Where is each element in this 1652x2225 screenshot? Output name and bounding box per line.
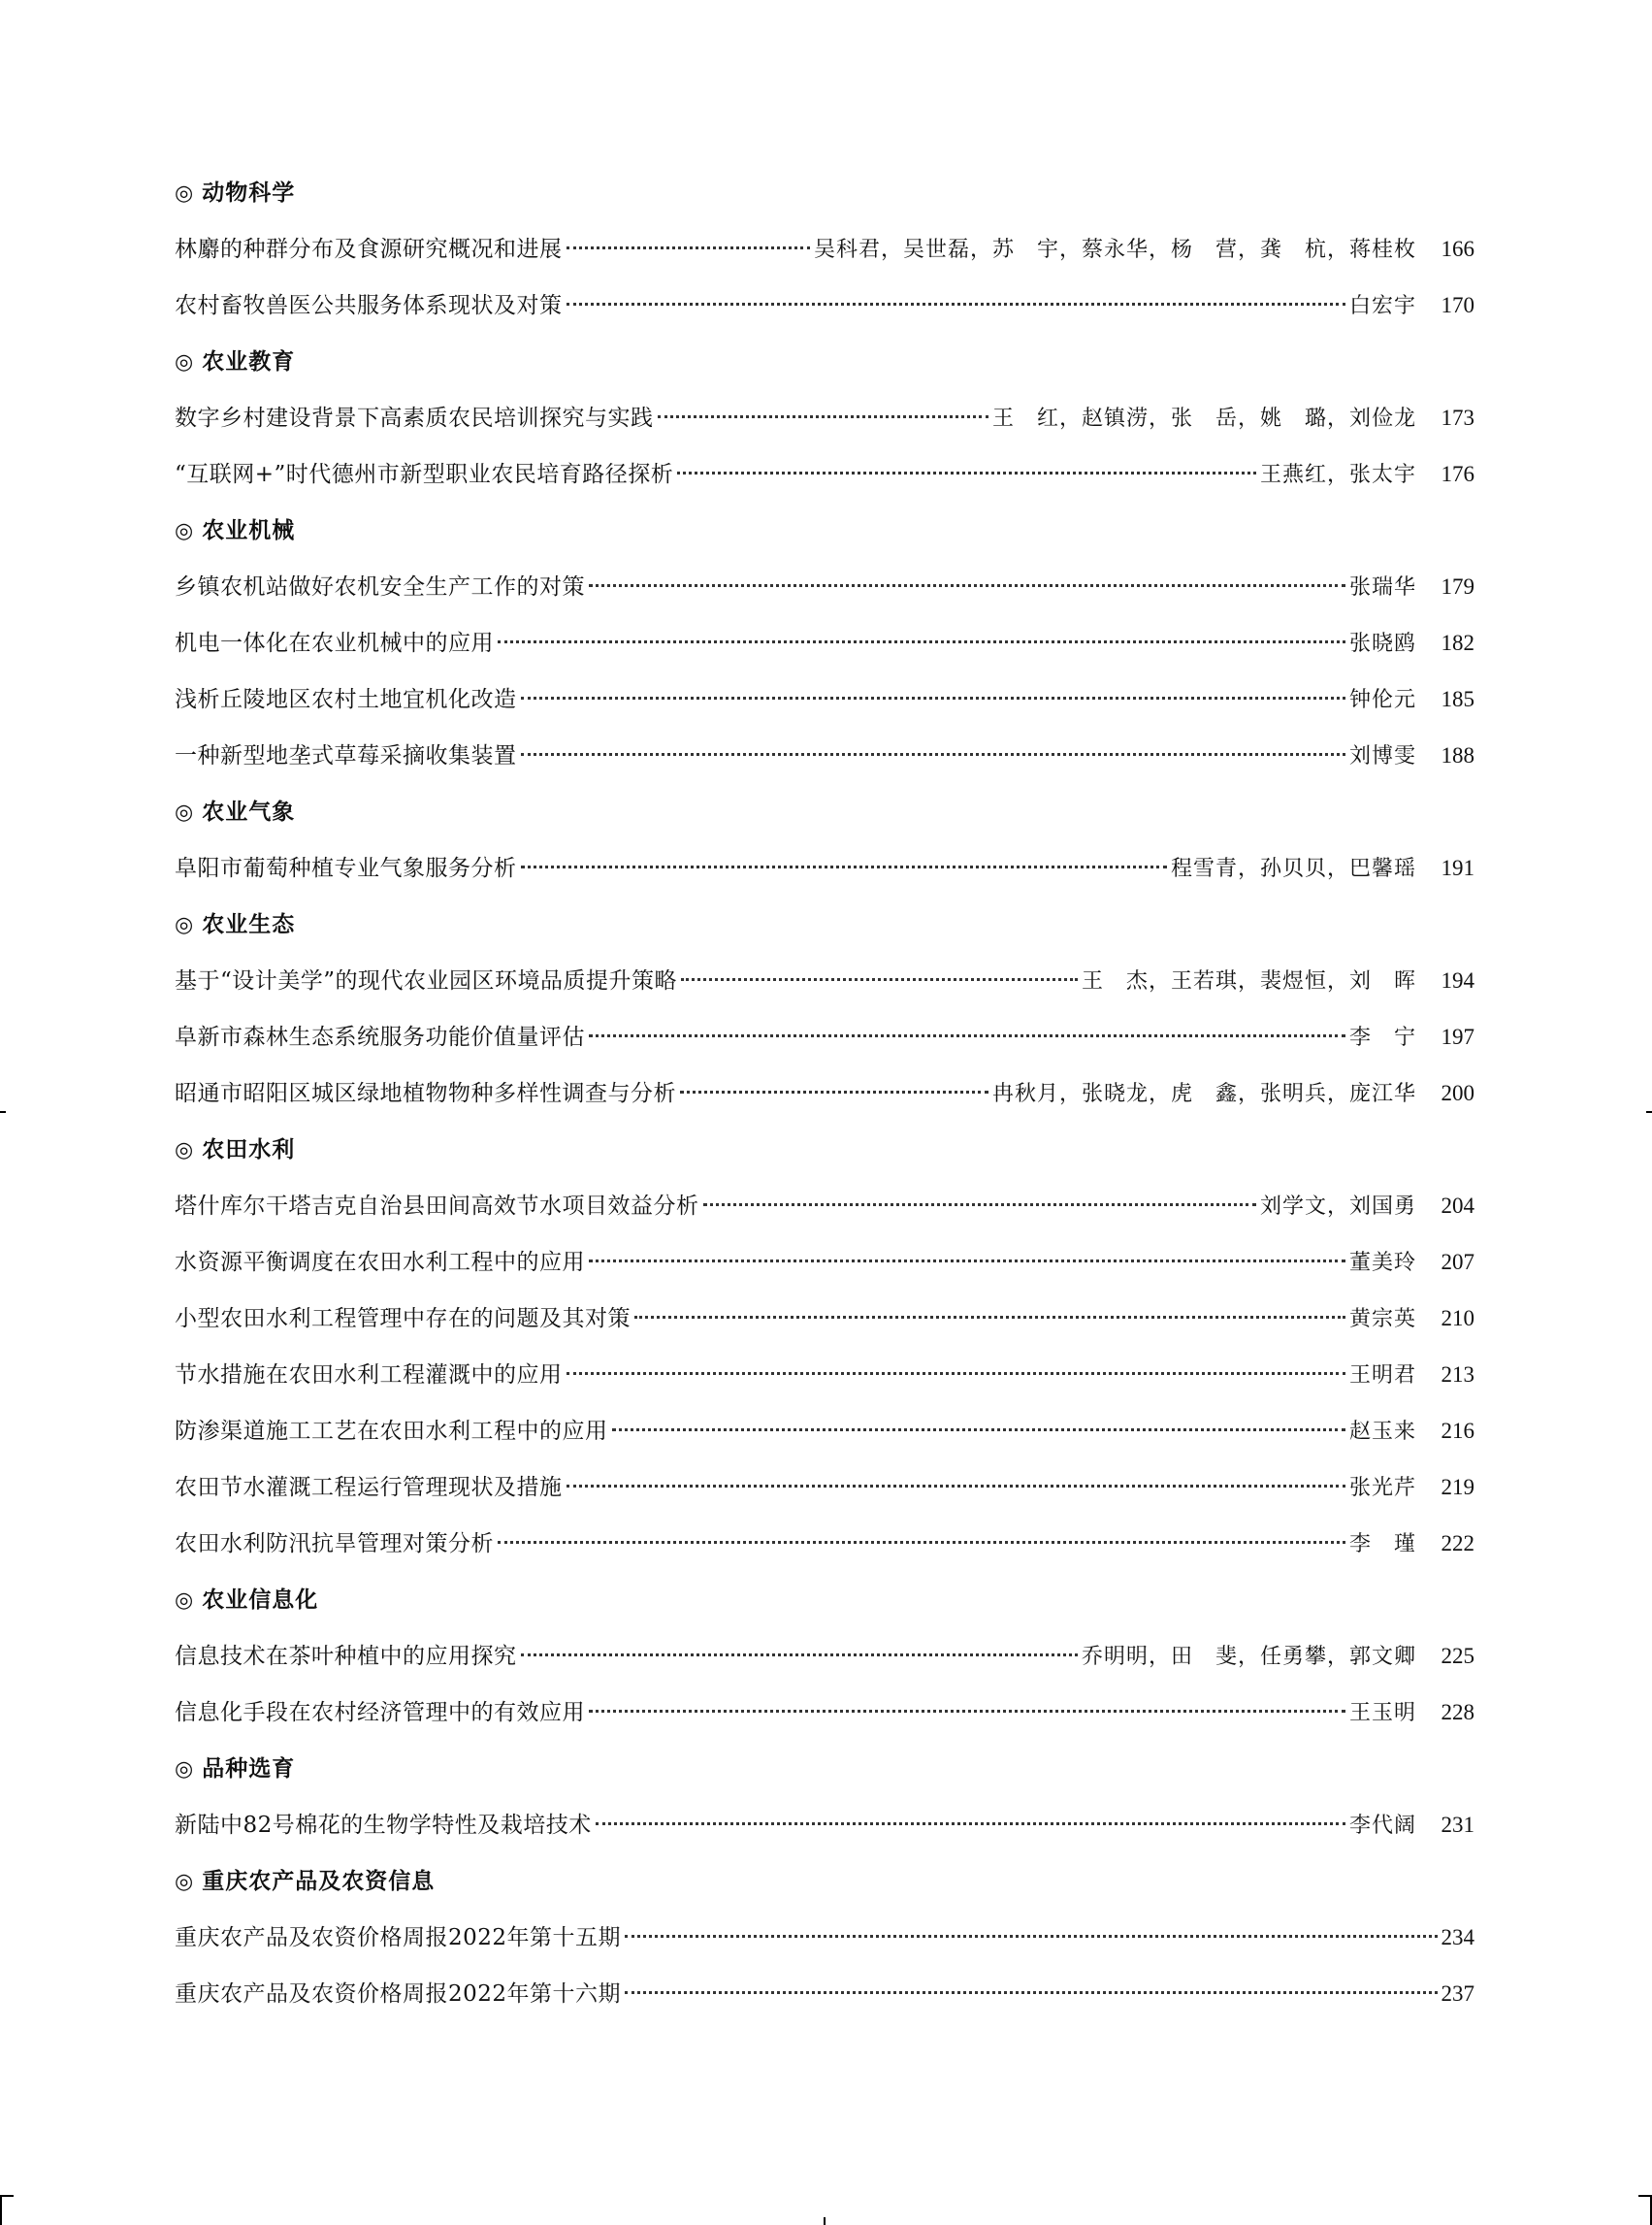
toc-body <box>175 165 1474 2022</box>
toc-entry[interactable] <box>175 1797 1474 1853</box>
entry-title: 一种新型地垄式草莓采摘收集装置 <box>175 743 517 769</box>
entry-page-number: 176 <box>1441 462 1474 486</box>
entry-page-number: 222 <box>1441 1531 1474 1555</box>
entry-title: 新陆中82号棉花的生物学特性及栽培技术 <box>175 1813 592 1838</box>
section-heading <box>175 165 1474 221</box>
section-heading-text: 动物科学 <box>202 180 296 206</box>
entry-title: 水资源平衡调度在农田水利工程中的应用 <box>175 1250 585 1275</box>
entry-authors: 钟伦元 <box>1348 688 1416 712</box>
entry-authors: 王玉明 <box>1348 1701 1416 1725</box>
dot-leader <box>625 1935 1437 1938</box>
crop-mark <box>824 2217 826 2225</box>
dot-leader <box>498 1541 1345 1544</box>
entry-page-number: 200 <box>1441 1081 1474 1105</box>
section-heading-text: 农业信息化 <box>202 1587 319 1613</box>
toc-entry[interactable] <box>175 221 1474 278</box>
dot-leader <box>521 1653 1078 1656</box>
dot-leader <box>589 1260 1345 1262</box>
dot-leader <box>634 1316 1345 1319</box>
toc-entry[interactable] <box>175 1178 1474 1234</box>
entry-page-number: 191 <box>1441 856 1474 880</box>
entry-page-number: 185 <box>1441 687 1474 711</box>
entry-title: 重庆农产品及农资价格周报2022年第十六期 <box>175 1981 622 2007</box>
entry-page-number: 210 <box>1441 1306 1474 1330</box>
entry-title: 乡镇农机站做好农机安全生产工作的对策 <box>175 574 585 600</box>
dot-leader <box>658 415 988 418</box>
section-heading <box>175 1572 1474 1628</box>
toc-entry[interactable] <box>175 446 1474 503</box>
entry-authors: 王燕红，张太宇 <box>1259 463 1416 487</box>
toc-entry[interactable] <box>175 390 1474 446</box>
toc-entry[interactable] <box>175 1910 1474 1966</box>
dot-leader <box>521 753 1345 756</box>
section-bullet-icon: ◎ <box>175 1870 195 1894</box>
entry-page-number: 197 <box>1441 1025 1474 1049</box>
section-heading <box>175 897 1474 953</box>
section-heading-text: 农业气象 <box>202 800 296 825</box>
entry-title: 防渗渠道施工工艺在农田水利工程中的应用 <box>175 1419 608 1444</box>
entry-authors: 王 红，赵镇涝，张 岳，姚 璐，刘俭龙 <box>991 407 1416 431</box>
entry-page-number: 207 <box>1441 1250 1474 1274</box>
entry-title: 塔什库尔干塔吉克自治县田间高效节水项目效益分析 <box>175 1194 699 1219</box>
dot-leader <box>521 697 1345 700</box>
entry-authors: 乔明明，田 斐，任勇攀，郭文卿 <box>1081 1645 1416 1669</box>
entry-title: 信息化手段在农村经济管理中的有效应用 <box>175 1700 585 1725</box>
entry-authors: 王 杰，王若琪，裴煜恒，刘 晖 <box>1081 969 1416 994</box>
entry-title: 重庆农产品及农资价格周报2022年第十五期 <box>175 1925 622 1950</box>
entry-title: 农田节水灌溉工程运行管理现状及措施 <box>175 1475 563 1500</box>
entry-page-number: 225 <box>1441 1644 1474 1668</box>
entry-title: 数字乡村建设背景下高素质农民培训探究与实践 <box>175 406 654 431</box>
entry-page-number: 179 <box>1441 574 1474 599</box>
entry-authors: 冉秋月，张晓龙，虎 鑫，张明兵，庞江华 <box>991 1082 1416 1106</box>
entry-authors: 李 宁 <box>1348 1026 1416 1050</box>
dot-leader <box>681 978 1078 981</box>
dot-leader <box>567 1485 1345 1488</box>
section-bullet-icon: ◎ <box>175 181 195 206</box>
entry-authors: 张瑞华 <box>1348 575 1416 600</box>
dot-leader <box>625 1991 1437 1994</box>
dot-leader <box>589 1710 1345 1713</box>
entry-title: 机电一体化在农业机械中的应用 <box>175 631 494 656</box>
table-of-contents <box>175 165 1474 2022</box>
section-bullet-icon: ◎ <box>175 1757 195 1782</box>
entry-authors: 刘学文，刘国勇 <box>1259 1194 1416 1219</box>
toc-entry[interactable] <box>175 615 1474 671</box>
section-bullet-icon: ◎ <box>175 1588 195 1613</box>
dot-leader <box>680 1091 988 1094</box>
dot-leader <box>567 1372 1345 1375</box>
crop-mark <box>0 2195 2 2225</box>
entry-title: 林麝的种群分布及食源研究概况和进展 <box>175 237 563 262</box>
dot-leader <box>589 1034 1345 1037</box>
entry-authors: 程雪青，孙贝贝，巴馨瑶 <box>1170 857 1416 881</box>
section-heading-text: 农业生态 <box>202 912 296 937</box>
entry-title: 农村畜牧兽医公共服务体系现状及对策 <box>175 293 563 318</box>
entry-authors: 赵玉来 <box>1348 1420 1416 1444</box>
entry-page-number: 173 <box>1441 406 1474 430</box>
dot-leader <box>596 1822 1345 1825</box>
crop-mark <box>1646 1111 1652 1113</box>
entry-page-number: 194 <box>1441 968 1474 993</box>
crop-mark <box>0 2195 14 2197</box>
entry-title: 浅析丘陵地区农村土地宜机化改造 <box>175 687 517 712</box>
toc-entry[interactable] <box>175 559 1474 615</box>
toc-entry[interactable] <box>175 953 1474 1009</box>
section-heading-text: 农田水利 <box>202 1137 296 1162</box>
dot-leader <box>521 866 1167 868</box>
entry-title: 昭通市昭阳区城区绿地植物物种多样性调查与分析 <box>175 1081 676 1106</box>
toc-entry[interactable] <box>175 728 1474 784</box>
dot-leader <box>677 472 1256 474</box>
dot-leader <box>589 584 1345 587</box>
toc-entry[interactable] <box>175 671 1474 728</box>
toc-entry[interactable] <box>175 1065 1474 1122</box>
entry-page-number: 188 <box>1441 743 1474 768</box>
section-heading <box>175 784 1474 840</box>
toc-entry[interactable] <box>175 1685 1474 1741</box>
crop-mark <box>1638 2195 1652 2197</box>
entry-page-number: 231 <box>1441 1813 1474 1837</box>
section-heading <box>175 1122 1474 1178</box>
entry-authors: 刘博雯 <box>1348 744 1416 769</box>
dot-leader <box>498 640 1345 643</box>
section-bullet-icon: ◎ <box>175 1138 195 1162</box>
entry-page-number: 213 <box>1441 1362 1474 1387</box>
crop-mark <box>0 1111 6 1113</box>
entry-page-number: 204 <box>1441 1194 1474 1218</box>
entry-authors: 李代阔 <box>1348 1814 1416 1838</box>
section-bullet-icon: ◎ <box>175 519 195 543</box>
toc-entry[interactable] <box>175 1628 1474 1685</box>
toc-entry[interactable] <box>175 1459 1474 1516</box>
entry-page-number: 170 <box>1441 293 1474 317</box>
toc-entry[interactable] <box>175 1403 1474 1459</box>
entry-authors: 王明君 <box>1348 1363 1416 1388</box>
toc-entry[interactable] <box>175 840 1474 897</box>
entry-title: 农田水利防汛抗旱管理对策分析 <box>175 1531 494 1556</box>
toc-entry[interactable] <box>175 1347 1474 1403</box>
dot-leader <box>703 1203 1256 1206</box>
toc-entry[interactable] <box>175 278 1474 334</box>
entry-page-number: 216 <box>1441 1419 1474 1443</box>
dot-leader <box>567 246 810 249</box>
section-bullet-icon: ◎ <box>175 350 195 375</box>
section-heading <box>175 1853 1474 1910</box>
entry-page-number: 166 <box>1441 237 1474 261</box>
section-heading-text: 农业机械 <box>202 518 296 543</box>
entry-title: 基于“设计美学”的现代农业园区环境品质提升策略 <box>175 968 678 994</box>
toc-entry[interactable] <box>175 1516 1474 1572</box>
entry-authors: 白宏宇 <box>1348 294 1416 318</box>
dot-leader <box>612 1428 1345 1431</box>
entry-title: 小型农田水利工程管理中存在的问题及其对策 <box>175 1306 631 1331</box>
entry-title: 阜阳市葡萄种植专业气象服务分析 <box>175 856 517 881</box>
section-heading <box>175 334 1474 390</box>
entry-page-number: 219 <box>1441 1475 1474 1499</box>
entry-authors: 董美玲 <box>1348 1251 1416 1275</box>
entry-page-number: 228 <box>1441 1700 1474 1724</box>
toc-entry[interactable] <box>175 1966 1474 2022</box>
section-bullet-icon: ◎ <box>175 801 195 825</box>
toc-entry[interactable] <box>175 1291 1474 1347</box>
section-heading <box>175 503 1474 559</box>
entry-authors: 黄宗英 <box>1348 1307 1416 1331</box>
entry-page-number: 182 <box>1441 631 1474 655</box>
entry-title: 信息技术在茶叶种植中的应用探究 <box>175 1644 517 1669</box>
entry-title: “互联网+”时代德州市新型职业农民培育路径探析 <box>175 462 674 487</box>
section-bullet-icon: ◎ <box>175 913 195 937</box>
section-heading-text: 农业教育 <box>202 349 296 375</box>
entry-authors: 张光芹 <box>1348 1476 1416 1500</box>
entry-title: 节水措施在农田水利工程灌溉中的应用 <box>175 1362 563 1388</box>
entry-title: 阜新市森林生态系统服务功能价值量评估 <box>175 1025 585 1050</box>
dot-leader <box>567 303 1345 306</box>
entry-page-number: 237 <box>1441 1981 1474 2006</box>
entry-authors: 张晓鸥 <box>1348 632 1416 656</box>
section-heading <box>175 1741 1474 1797</box>
toc-entry[interactable] <box>175 1009 1474 1065</box>
toc-entry[interactable] <box>175 1234 1474 1291</box>
entry-authors: 李 瑾 <box>1348 1532 1416 1556</box>
entry-page-number: 234 <box>1441 1925 1474 1949</box>
entry-authors: 吴科君，吴世磊，苏 宇，蔡永华，杨 营，龚 杭，蒋桂枚 <box>813 238 1416 262</box>
section-heading-text: 品种选育 <box>202 1756 296 1782</box>
section-heading-text: 重庆农产品及农资信息 <box>202 1869 436 1894</box>
